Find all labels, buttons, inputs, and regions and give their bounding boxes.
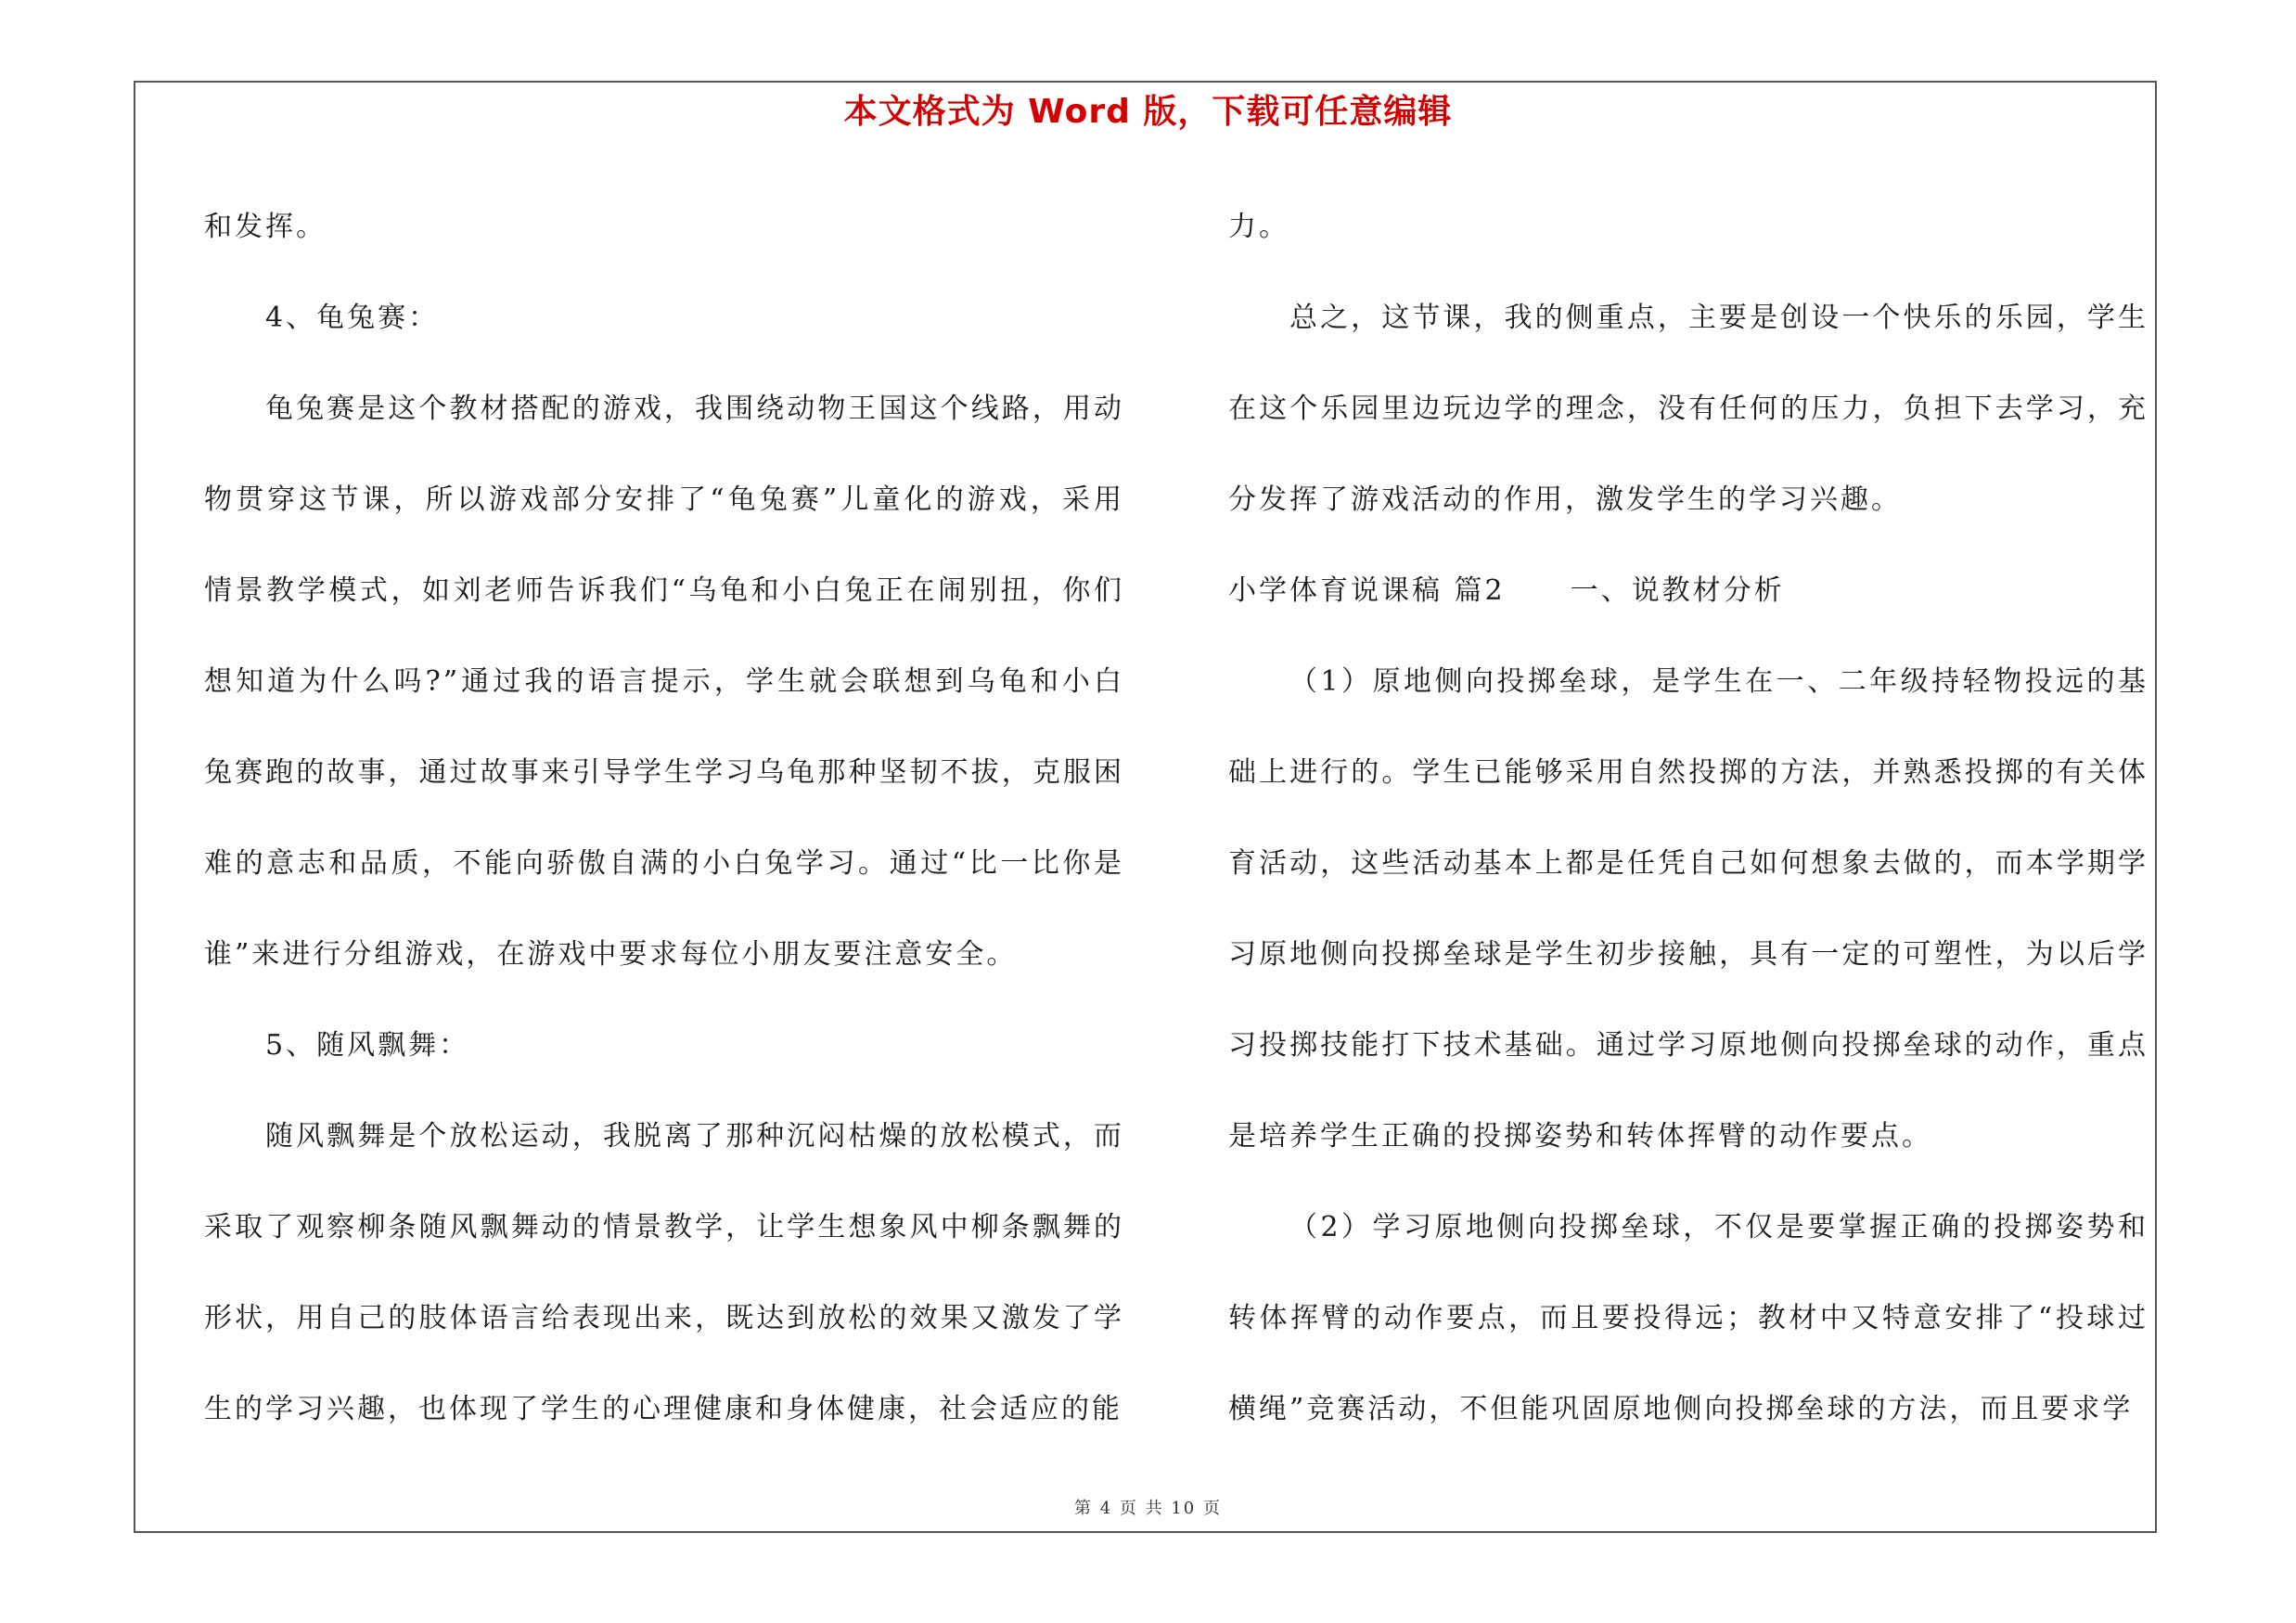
- section-heading: 一、说教材分析: [1570, 574, 1785, 607]
- format-banner: 本文格式为 Word 版，下载可任意编辑: [843, 93, 1453, 131]
- paragraph: 随风飘舞是个放松运动，我脱离了那种沉闷枯燥的放松模式，而采取了观察柳条随风飘舞动的情景教学，让学生想象风中柳条飘舞的形状，用自己的肢体语言给表现出来，既达到放松的效果又激发了学生的学习兴趣，也体现了学生的心理健康和身体健康，社会适应的能: [204, 1120, 1124, 1425]
- section-heading: 5、随风飘舞：: [265, 1029, 470, 1062]
- article-title-line: [1228, 546, 2148, 637]
- right-column: [1228, 182, 2148, 1455]
- paragraph: 龟兔赛是这个教材搭配的游戏，我围绕动物王国这个线路，用动物贯穿这节课，所以游戏部分安排了“龟兔赛”儿童化的游戏，采用情景教学模式，如刘老师告诉我们“乌龟和小白兔正在闹别扭，你们想知道为什么吗?”通过我的语言提示，学生就会联想到乌龟和小白兔赛跑的故事，通过故事来引导学生学习乌龟那种坚韧不拔，克服困难的意志和品质，不能向骄傲自满的小白兔学习。通过“比一比你是谁”来进行分组游戏，在游戏中要求每位小朋友要注意安全。: [204, 393, 1124, 971]
- paragraph: （2）学习原地侧向投掷垒球，不仅是要掌握正确的投掷姿势和转体挥臂的动作要点，而且要投得远；教材中又特意安排了“投球过横绳”竞赛活动，不但能巩固原地侧向投掷垒球的方法，而且要求学: [1228, 1211, 2148, 1425]
- page-number: 第 4 页 共 10 页: [1074, 1499, 1222, 1518]
- left-column: [204, 182, 1124, 1455]
- section-heading: 4、龟兔赛：: [265, 302, 440, 334]
- article-title: 小学体育说课稿 篇2: [1228, 574, 1506, 607]
- paragraph: 总之，这节课，我的侧重点，主要是创设一个快乐的乐园，学生在这个乐园里边玩边学的理念，没有任何的压力，负担下去学习，充分发挥了游戏活动的作用，激发学生的学习兴趣。: [1228, 302, 2148, 516]
- paragraph: 力。: [1228, 211, 1289, 243]
- paragraph: （1）原地侧向投掷垒球，是学生在一、二年级持轻物投远的基础上进行的。学生已能够采用自然投掷的方法，并熟悉投掷的有关体育活动，这些活动基本上都是任凭自己如何想象去做的，而本学期学习原地侧向投掷垒球是学生初步接触，具有一定的可塑性，为以后学习投掷技能打下技术基础。通过学习原地侧向投掷垒球的动作，重点是培养学生正确的投掷姿势和转体挥臂的动作要点。: [1228, 665, 2148, 1153]
- paragraph: 和发挥。: [204, 211, 327, 243]
